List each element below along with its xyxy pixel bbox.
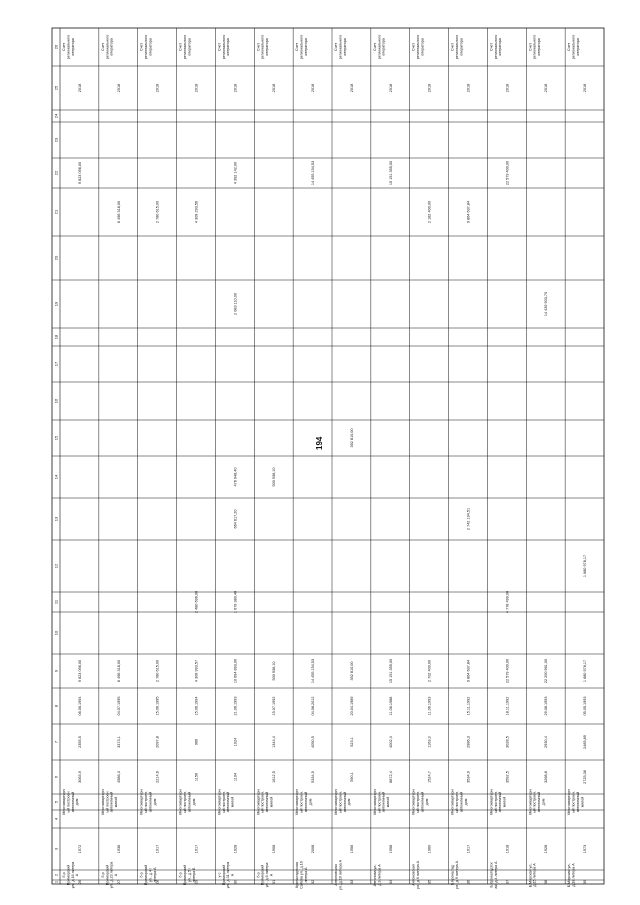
table-cell: 1917 xyxy=(466,844,471,854)
table-cell: 1917 xyxy=(194,844,199,854)
table-cell: 4586,3 xyxy=(116,771,121,783)
table-cell-line: ул., д.16 литера xyxy=(70,861,75,889)
table-cell-line: регионального xyxy=(532,34,537,60)
column-number: 1 xyxy=(53,880,59,884)
table-cell-line: у-с xyxy=(217,872,222,878)
column-number: 26 xyxy=(53,44,59,50)
column-number: 22 xyxy=(53,170,59,176)
table-cell: 2725,36 xyxy=(583,770,588,784)
table-cell-line: регионального xyxy=(144,34,149,60)
table-cell-line: Счет xyxy=(256,43,261,51)
table-cell: 1936 xyxy=(116,844,121,854)
table-cell: 2018 xyxy=(466,83,471,93)
table-cell-line: Счет xyxy=(411,43,416,51)
column-number: 17 xyxy=(53,361,59,367)
table-cell-line: Кронштадтская xyxy=(295,862,300,888)
table-cell: 392 810,00 xyxy=(349,661,354,681)
table-cell-line: д.15 литера А xyxy=(532,863,537,887)
table-cell: 4002,4 xyxy=(388,736,393,748)
table-cell-line: дом xyxy=(75,798,80,806)
table-cell: 22 579 400,00 xyxy=(505,658,510,684)
table-cell: 2018 xyxy=(544,83,549,93)
table-cell-line: ул., д.5 / xyxy=(187,868,192,882)
table-cell-line: А xyxy=(75,873,80,877)
column-number: 18 xyxy=(53,334,59,340)
table-cell: 2 480 696,00 xyxy=(194,590,199,614)
table-cell-line: Многоквартирн xyxy=(256,789,261,815)
column-number: 13 xyxy=(53,516,59,522)
table-cell: 2018 xyxy=(388,83,393,93)
table-cell: 2018 xyxy=(427,83,432,93)
table-cell: 15.06.1995 xyxy=(155,696,160,716)
table-cell: 3534,9 xyxy=(466,771,471,783)
column-number: 9 xyxy=(53,669,59,673)
table-cell-line: Приморский xyxy=(221,864,226,886)
table-cell-line: Приморский xyxy=(182,864,187,886)
table-cell: 2986,3 xyxy=(466,736,471,748)
table-cell: 9 823 096,00 xyxy=(77,659,82,683)
table-cell-line: Б.Кронштадтск xyxy=(489,862,494,888)
table-cell: 4050,5 xyxy=(311,736,316,748)
table-cell: 4 778 499,00 xyxy=(505,590,510,614)
table-cell-line: жилой xyxy=(502,796,507,808)
table-cell: 1 679 380,40 xyxy=(233,590,238,614)
table-cell-line: автономный xyxy=(575,791,580,813)
table-cell-line: Счет xyxy=(178,43,183,51)
column-number: 11 xyxy=(53,599,59,605)
column-number: 7 xyxy=(53,740,59,744)
table-cell-line: литера Б xyxy=(191,867,196,883)
table-cell: 2097,8 xyxy=(155,736,160,748)
table-cell-line: оператора xyxy=(575,38,580,56)
table-cell: 15.11.1992 xyxy=(466,696,471,716)
table-cell-line: Многоквартирн xyxy=(450,789,455,815)
table-cell: 664 617,20 xyxy=(233,509,238,529)
page-number: 194 xyxy=(315,436,324,450)
table-cell-line: ый построен, xyxy=(338,791,343,813)
table-cell-line: Антоновская xyxy=(334,864,338,886)
table-cell: 2 083 110,00 xyxy=(233,293,238,315)
table-cell-line: регионального xyxy=(416,34,421,60)
table-cell: 1024 xyxy=(233,737,238,747)
table-cell: 1163,3 xyxy=(427,736,432,748)
table-cell-line: дом xyxy=(191,798,196,806)
table-cell-line: автономный xyxy=(420,791,425,813)
table-cell-line: ул., д.6 литера А xyxy=(416,860,421,890)
table-cell-line: Счет xyxy=(62,43,66,51)
table-cell: 20.04.1989 xyxy=(349,696,354,716)
column-number: 4 xyxy=(53,817,59,821)
column-number: 5 xyxy=(53,800,59,804)
table-cell: 26 xyxy=(77,879,82,885)
column-number: 20 xyxy=(53,255,59,261)
table-cell-line: ул., д.6 литера xyxy=(265,862,270,888)
table-cell-line: А xyxy=(230,873,235,877)
table-cell: 1906 xyxy=(272,844,277,854)
table-cell-line: регионального xyxy=(377,34,382,60)
table-cell-line: ый построен xyxy=(66,791,71,813)
table-cell-line: ул., д.31 литера xyxy=(226,861,231,889)
table-cell-line: Салова ул., д.16 xyxy=(299,861,304,889)
table-cell-line: Антонова ул., xyxy=(372,863,377,887)
table-cell-line: Многоквартирн xyxy=(217,789,222,815)
table-cell-line: автономный xyxy=(303,791,308,813)
table-cell-line: ый построен, xyxy=(571,791,576,813)
table-cell-line: ый построен, xyxy=(299,791,304,813)
table-cell-line: литера А xyxy=(303,867,308,883)
table-cell-line: дом xyxy=(152,798,157,806)
table-cell: 2018 xyxy=(583,83,588,93)
table-cell: 30 xyxy=(233,879,238,885)
table-cell-line: дом xyxy=(308,798,313,806)
table-cell: 1156 xyxy=(194,772,199,782)
column-number: 14 xyxy=(53,474,59,480)
table-cell: 966 xyxy=(194,738,199,746)
table-cell-line: автономный xyxy=(459,791,464,813)
table-cell-line: ый построен xyxy=(105,791,110,813)
table-cell: 1104 xyxy=(233,772,238,782)
table-cell-line: литера А xyxy=(152,867,157,883)
table-cell-line: Счет xyxy=(100,43,105,51)
table-cell: 27 xyxy=(116,879,121,885)
table-cell: 1956 xyxy=(349,844,354,854)
table-cell-line: автономный xyxy=(381,791,386,813)
table-cell-line: Многоквартирн xyxy=(372,789,377,815)
table-cell-line: дом xyxy=(347,798,352,806)
table-cell-line: жилой xyxy=(580,796,585,808)
table-cell-line: Многоквартирн xyxy=(567,789,572,815)
table-cell-line: автономный xyxy=(70,791,75,813)
table-cell: 1344,4 xyxy=(272,736,277,748)
table-cell-line: ый построен, xyxy=(260,791,265,813)
table-cell-line: дом xyxy=(463,798,468,806)
table-cell: 35 xyxy=(427,879,432,885)
table-cell: 8872,4 xyxy=(388,771,393,783)
table-cell: 6 496 318,00 xyxy=(116,659,121,683)
table-cell: 523,1 xyxy=(349,737,354,747)
table-cell: 2018 xyxy=(505,83,510,93)
column-number: 21 xyxy=(53,209,59,215)
table-cell-line: автономный xyxy=(342,791,347,813)
table-cell: 06.06.1994 xyxy=(77,696,82,716)
table-cell: 2 780 615,00 xyxy=(155,659,160,683)
table-cell-line: ый построен, xyxy=(454,791,459,813)
table-cell-line: регионального xyxy=(221,34,226,60)
table-cell-line: оператора xyxy=(148,38,153,56)
column-number: 6 xyxy=(53,775,59,779)
table-cell-line: ый построен, xyxy=(416,791,421,813)
table-cell-line: д.18 литера А xyxy=(571,863,576,887)
table-cell-line: регионального xyxy=(260,34,265,60)
table-cell-line: ый построен, xyxy=(182,791,187,813)
table-cell-line: автономный xyxy=(226,791,231,813)
table-cell: 37 xyxy=(505,879,510,885)
table-cell-line: Многоквартирн xyxy=(489,789,494,815)
table-cell: 11.06.1993 xyxy=(427,696,432,716)
table-cell-line: оператора xyxy=(109,38,114,56)
table-cell-line: Счет xyxy=(528,43,533,51)
table-cell: 2018 xyxy=(272,83,277,93)
table-cell: 1524,7 xyxy=(427,771,432,783)
table-cell-line: автономный xyxy=(498,791,503,813)
table-cell-line: оператора xyxy=(459,38,464,56)
table-cell-line: регионального xyxy=(66,34,71,60)
table-cell-line: б-р xyxy=(100,872,105,878)
table-cell-line: Б.Кронштад xyxy=(450,864,455,886)
column-number: 25 xyxy=(53,85,59,91)
table-cell-line: жилой xyxy=(386,796,391,808)
table-cell-line: дом xyxy=(541,798,546,806)
table-cell-line: автономный xyxy=(109,791,114,813)
table-cell-line: Счет xyxy=(489,43,494,51)
table-cell: 2018 xyxy=(194,83,199,93)
table-cell-line: б-р xyxy=(178,872,183,878)
table-cell-line: б-р xyxy=(256,872,261,878)
table-cell: 2 182 400,00 xyxy=(427,200,432,224)
table-cell: 38 xyxy=(544,879,549,885)
table-cell: 3592,5 xyxy=(505,771,510,783)
table-cell: 10 694 893,00 xyxy=(233,658,238,684)
table-cell: 1960 xyxy=(427,844,432,854)
table-cell-line: регионального xyxy=(338,34,343,60)
table-cell-line: автономный xyxy=(265,791,270,813)
table-cell: 1917 xyxy=(155,844,160,854)
table-cell: 15.07.1992 xyxy=(272,696,277,716)
table-cell: 2018 xyxy=(77,83,82,93)
table-cell: 1612,5 xyxy=(272,771,277,783)
table-cell-line: Б.Морская ул., xyxy=(528,862,533,888)
table-cell: 1958 xyxy=(388,844,393,854)
table-cell-line: жилой xyxy=(230,796,235,808)
table-cell-line: регионального xyxy=(493,34,498,60)
table-cell: 39 xyxy=(583,879,588,885)
table-cell-line: Счет xyxy=(295,43,300,51)
table-cell-line: регионального xyxy=(182,34,187,60)
table-cell-line: Б.Морская ул., xyxy=(567,862,572,888)
table-cell-line: А xyxy=(114,873,119,877)
table-cell: 3268,8 xyxy=(544,771,549,783)
table-cell-line: Счет xyxy=(450,43,455,51)
table-cell-line: ул., д.9 литера А xyxy=(454,860,459,890)
table-cell-line: Приморский xyxy=(66,864,71,886)
table-cell-line: Приморский xyxy=(144,864,149,886)
table-cell-line: А xyxy=(269,873,274,877)
table-cell-line: жилой xyxy=(269,796,274,808)
table-cell-line: ый построен, xyxy=(532,791,537,813)
table-cell: 31 xyxy=(272,879,277,885)
table-cell: 36 xyxy=(466,879,471,885)
table-cell: 2018 xyxy=(233,83,238,93)
table-cell: 9 864 637,84 xyxy=(466,659,471,683)
table-cell-line: оператора xyxy=(265,38,270,56)
table-cell: 4 309 993,57 xyxy=(194,659,199,683)
table-cell: 2214,6 xyxy=(155,771,160,783)
table-cell: 33 xyxy=(349,879,354,885)
table-cell-line: ый построен, xyxy=(221,791,226,813)
table-cell: 14 455 154,53 xyxy=(311,658,316,684)
table-cell-line: ул., д.10 литера А xyxy=(338,859,343,891)
table-cell-line: дом xyxy=(424,798,429,806)
table-cell: 5334,5 xyxy=(311,771,316,783)
table-cell: 28 xyxy=(155,879,160,885)
table-cell: 22 200 961,00 xyxy=(544,658,549,684)
table-cell-line: б-р xyxy=(62,872,66,878)
table-cell: 05.05.1993 xyxy=(583,696,588,716)
table-cell: 500 936,10 xyxy=(272,467,277,487)
table-cell: 34 xyxy=(388,879,393,885)
table-cell-line: ый построен, xyxy=(144,791,149,813)
table-cell-line: оператора xyxy=(381,38,386,56)
table-cell-line: Многоквартирн xyxy=(295,789,300,815)
table-cell-line: Антоновская xyxy=(411,864,416,886)
table-cell-line: б-р xyxy=(139,872,144,878)
column-number: 24 xyxy=(53,113,59,119)
column-number: 12 xyxy=(53,563,59,569)
table-cell-line: Приморский xyxy=(260,864,265,886)
table-cell-line: ул., д.23 литера xyxy=(109,861,114,889)
table-cell-line: Счет xyxy=(217,43,222,51)
table-cell: 21.06.1993 xyxy=(233,696,238,716)
column-number: 2 xyxy=(53,873,59,877)
table-cell-line: Многоквартирн xyxy=(411,789,416,815)
table-cell: 2 742 194,51 xyxy=(466,507,471,531)
table-cell-line: оператора xyxy=(420,38,425,56)
table-cell: 2355,5 xyxy=(77,736,82,748)
table-cell: 1928 xyxy=(233,844,238,854)
table-cell-line: ая, д.4 литера А xyxy=(493,861,498,889)
column-number: 23 xyxy=(53,137,59,143)
column-number: 10 xyxy=(53,630,59,636)
table-cell: 29 xyxy=(194,879,199,885)
table-cell: 2018 xyxy=(116,83,121,93)
table-cell: 15 151 355,00 xyxy=(388,658,393,684)
column-number: 15 xyxy=(53,435,59,441)
table-cell: 1 680 978,17 xyxy=(583,659,588,683)
table-cell: 1973 xyxy=(583,844,588,854)
table-cell: 04.07.1995 xyxy=(116,696,121,716)
column-number: 8 xyxy=(53,704,59,708)
table-cell: 32 xyxy=(311,879,316,885)
table-cell-line: оператора xyxy=(70,38,75,56)
column-number: 19 xyxy=(53,301,59,307)
table-cell: 2008 xyxy=(311,844,316,854)
table-cell: 2 702 400,00 xyxy=(427,659,432,683)
table-cell: 2018 xyxy=(155,83,160,93)
table-cell-line: Счет xyxy=(372,43,377,51)
table-cell: 2930,4 xyxy=(544,736,549,748)
table-cell-line: оператора xyxy=(187,38,192,56)
table-cell: 14 455 154,53 xyxy=(311,160,316,186)
table-cell-line: автономный xyxy=(537,791,542,813)
table-cell-line: оператора xyxy=(498,38,503,56)
table-cell: 15.06.1994 xyxy=(194,696,199,716)
column-number: 3 xyxy=(53,847,59,851)
table-cell-line: автономный xyxy=(187,791,192,813)
table-cell: 3028,5 xyxy=(505,736,510,748)
table-cell-line: ый построен, xyxy=(377,791,382,813)
table-cell-line: Счет xyxy=(334,43,338,51)
table-cell-line: Многоквартирн xyxy=(62,789,66,815)
table-cell-line: Приморский xyxy=(105,864,110,886)
table-cell: 3373,1 xyxy=(116,736,121,748)
table-cell-line: регионального xyxy=(571,34,576,60)
table-cell: 4 392 142,00 xyxy=(233,161,238,185)
table-cell: 11.06.1988 xyxy=(388,696,393,716)
table-cell: 6 496 318,00 xyxy=(116,200,121,224)
table-cell-line: оператора xyxy=(342,38,347,56)
table-cell: 590,1 xyxy=(349,772,354,782)
table-cell-line: д.3 литера А xyxy=(377,864,382,886)
table-cell-line: Многоквартирн xyxy=(178,789,183,815)
table-cell: 15 151 355,00 xyxy=(388,160,393,186)
column-number: 16 xyxy=(53,398,59,404)
table-cell-line: Многоквартирн xyxy=(528,789,533,815)
table-cell-line: оператора xyxy=(537,38,542,56)
table-cell-line: Счет xyxy=(139,43,144,51)
table-cell-line: Многоквартирн xyxy=(334,789,338,815)
table-cell: 2 780 615,00 xyxy=(155,200,160,224)
table-cell-line: Многоквартирн xyxy=(139,789,144,815)
table-cell: 1972 xyxy=(77,844,82,854)
table-cell: 9 864 637,84 xyxy=(466,200,471,224)
table-cell-line: Счет xyxy=(567,43,572,51)
table-cell: 2485,89 xyxy=(583,735,588,749)
table-cell: 04.08.2012 xyxy=(311,696,316,716)
table-cell: 18.11.1992 xyxy=(505,696,510,716)
table-cell: 29.08.1993 xyxy=(544,696,549,716)
table-cell: 1928 xyxy=(544,844,549,854)
table-cell: 22 579 400,00 xyxy=(505,160,510,186)
table-cell-line: регионального xyxy=(105,34,110,60)
table-cell-line: регионального xyxy=(454,34,459,60)
table-cell: 476 948,40 xyxy=(233,467,238,487)
table-cell-line: ул., д.4 / xyxy=(148,868,153,882)
table-cell: 3063,9 xyxy=(77,771,82,783)
table-cell: 2018 xyxy=(349,83,354,93)
table-cell: 1918 xyxy=(505,844,510,854)
table-cell-line: автономный xyxy=(148,791,153,813)
table-cell: 14 439 903,70 xyxy=(544,291,549,317)
table-cell-line: оператора xyxy=(226,38,231,56)
table-cell: 1 680 978,17 xyxy=(583,554,588,578)
table-cell: 4 309 293,56 xyxy=(194,200,199,224)
table-cell: 2018 xyxy=(311,83,316,93)
table-cell-line: оператора xyxy=(303,38,308,56)
table-cell: 9 823 096,00 xyxy=(77,161,82,185)
table-cell: 500 936,10 xyxy=(272,661,277,681)
table-cell-line: Многоквартирн xyxy=(100,789,105,815)
table-cell: 392 810,00 xyxy=(349,428,354,448)
table-cell-line: ый построен, xyxy=(493,791,498,813)
table-cell-line: регионального xyxy=(299,34,304,60)
table-cell-line: жилой xyxy=(114,796,119,808)
